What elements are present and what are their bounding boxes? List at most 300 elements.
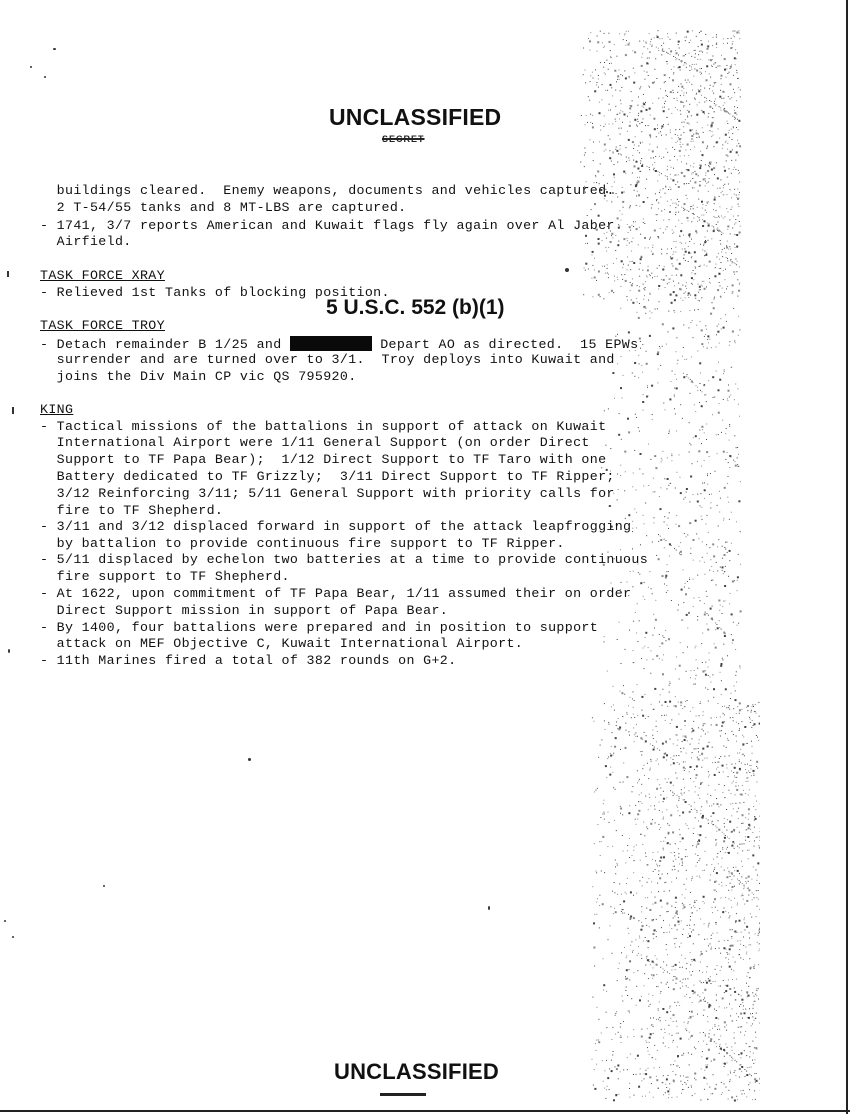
noise-dot: [643, 201, 645, 203]
noise-dot: [746, 1096, 747, 1097]
noise-dot: [616, 56, 617, 57]
noise-dot: [645, 306, 646, 307]
noise-dot: [598, 79, 599, 80]
noise-dot: [641, 1080, 642, 1081]
noise-dot: [760, 831, 761, 832]
noise-dot: [651, 251, 652, 252]
noise-dot: [726, 542, 727, 543]
noise-dot: [620, 749, 621, 750]
noise-dot: [638, 1086, 640, 1088]
noise-dot: [619, 883, 620, 884]
noise-dot: [725, 542, 726, 543]
noise-dot: [677, 929, 678, 930]
noise-dot: [687, 700, 688, 701]
noise-dot: [664, 882, 665, 883]
noise-dot: [759, 923, 760, 924]
noise-dot: [626, 582, 627, 583]
noise-dot: [620, 90, 621, 91]
noise-dot: [610, 50, 611, 51]
noise-dot: [649, 335, 651, 337]
noise-dot: [632, 100, 633, 101]
noise-dot: [696, 866, 697, 867]
noise-dot: [671, 167, 672, 168]
noise-dot: [596, 280, 597, 281]
noise-dot: [703, 346, 704, 347]
noise-dot: [675, 107, 676, 108]
noise-dot: [637, 715, 638, 716]
noise-dot: [621, 260, 623, 262]
continuation-line: Airfield.: [40, 234, 132, 249]
noise-dot: [626, 157, 627, 158]
noise-dot: [597, 82, 598, 83]
noise-dot: [712, 762, 713, 763]
noise-dot: [724, 1051, 725, 1052]
noise-dot: [646, 735, 647, 736]
noise-dot: [756, 916, 757, 917]
noise-dot: [695, 171, 696, 172]
noise-dot: [660, 827, 661, 828]
noise-dot: [660, 857, 662, 859]
noise-dot: [713, 167, 715, 169]
noise-dot: [752, 720, 753, 721]
noise-dot: [649, 33, 650, 34]
noise-dot: [700, 981, 701, 982]
noise-dot: [729, 424, 730, 425]
noise-dot: [674, 149, 675, 150]
noise-dot: [595, 176, 596, 177]
noise-dot: [585, 270, 586, 271]
noise-dot: [604, 116, 605, 117]
noise-dot: [647, 864, 648, 865]
noise-dot: [731, 907, 732, 908]
noise-dot: [700, 72, 701, 73]
noise-dot: [690, 1016, 692, 1018]
noise-dot: [713, 307, 715, 309]
noise-dot: [712, 824, 713, 825]
noise-dot: [683, 1053, 684, 1054]
noise-dot: [672, 966, 673, 967]
noise-dot: [716, 995, 717, 996]
noise-dot: [609, 1068, 610, 1069]
noise-dot: [683, 93, 684, 94]
noise-dot: [618, 227, 620, 229]
noise-dot: [682, 837, 684, 839]
noise-dot: [665, 779, 666, 780]
noise-dot: [720, 567, 721, 568]
noise-dot: [698, 450, 700, 452]
noise-dot: [714, 1034, 715, 1035]
noise-dot: [726, 160, 727, 161]
noise-dot: [653, 919, 654, 920]
noise-dot: [720, 107, 721, 108]
noise-dot: [646, 109, 648, 111]
noise-dot: [667, 823, 668, 824]
noise-dot: [683, 1055, 684, 1056]
noise-dot: [736, 1061, 737, 1062]
noise-dot: [718, 324, 719, 325]
noise-dot: [647, 269, 649, 271]
noise-dot: [686, 968, 687, 969]
noise-dot: [743, 823, 744, 824]
noise-dot: [648, 247, 649, 248]
noise-dot: [630, 571, 631, 572]
noise-dot: [721, 1094, 722, 1095]
noise-dot: [716, 224, 717, 225]
noise-dot: [730, 66, 732, 68]
noise-dot: [615, 866, 616, 867]
noise-dot: [687, 1080, 688, 1081]
noise-dot: [750, 969, 751, 970]
noise-dot: [650, 158, 651, 159]
noise-dot: [693, 943, 694, 944]
noise-dot: [581, 115, 582, 116]
noise-dot: [746, 1043, 747, 1044]
noise-dot: [608, 135, 609, 136]
noise-dot: [728, 211, 729, 212]
noise-dot: [695, 230, 697, 232]
noise-dot: [734, 57, 736, 59]
noise-dot: [603, 126, 604, 127]
noise-dot: [712, 108, 713, 109]
noise-dot: [649, 1042, 650, 1043]
noise-dot: [690, 952, 691, 953]
noise-dot: [663, 743, 664, 744]
noise-dot: [701, 44, 703, 46]
noise-dot: [633, 707, 634, 708]
noise-dot: [723, 520, 724, 521]
noise-dot: [628, 933, 629, 934]
noise-dot: [621, 439, 622, 440]
noise-dot: [721, 680, 722, 681]
noise-dot: [595, 69, 596, 70]
noise-dot: [669, 1089, 670, 1090]
noise-dot: [656, 136, 657, 137]
noise-dot: [683, 126, 684, 127]
noise-dot: [626, 776, 628, 778]
noise-dot: [719, 772, 720, 773]
noise-dot: [709, 178, 710, 179]
noise-dot: [716, 872, 718, 874]
noise-dot: [684, 293, 685, 294]
noise-dot: [700, 166, 701, 167]
noise-dot: [685, 801, 687, 803]
noise-dot: [704, 574, 705, 575]
noise-dot: [648, 300, 649, 301]
noise-dot: [697, 812, 698, 813]
noise-dot: [643, 40, 644, 41]
noise-dot: [697, 387, 698, 388]
noise-dot: [652, 730, 653, 731]
noise-dot: [642, 106, 643, 107]
noise-dot: [642, 270, 643, 271]
noise-dot: [685, 849, 686, 850]
noise-dot: [608, 756, 609, 757]
noise-dot: [727, 225, 729, 227]
noise-dot: [717, 505, 718, 506]
noise-dot: [696, 70, 698, 72]
noise-dot: [602, 903, 604, 905]
noise-dot: [623, 782, 624, 783]
noise-dot: [598, 271, 600, 273]
noise-dot: [668, 311, 669, 312]
noise-dot: [670, 174, 671, 175]
noise-dot: [656, 741, 657, 742]
noise-dot: [717, 570, 718, 571]
noise-dot: [665, 101, 666, 102]
noise-dot: [708, 978, 709, 979]
noise-dot: [715, 757, 716, 758]
noise-dot: [634, 362, 636, 364]
noise-dot: [628, 139, 630, 141]
noise-dot: [632, 50, 633, 51]
noise-dot: [717, 230, 718, 231]
noise-dot: [641, 803, 642, 804]
noise-dot: [680, 101, 682, 103]
noise-dot: [631, 299, 632, 300]
noise-dot: [629, 243, 630, 244]
noise-dot: [716, 217, 717, 218]
noise-dot: [702, 760, 703, 761]
noise-dot: [679, 235, 680, 236]
noise-dot: [644, 523, 645, 524]
noise-dot: [734, 194, 735, 195]
noise-dot: [647, 166, 648, 167]
noise-dot: [663, 756, 665, 758]
noise-dot: [633, 571, 634, 572]
noise-dot: [632, 650, 633, 651]
noise-dot: [677, 778, 678, 779]
noise-dot: [674, 924, 676, 926]
noise-dot: [716, 141, 718, 143]
noise-dot: [683, 767, 685, 769]
noise-dot: [727, 38, 728, 39]
noise-dot: [661, 125, 663, 127]
noise-dot: [748, 795, 749, 796]
noise-dot: [713, 227, 714, 228]
noise-dot: [726, 288, 727, 289]
noise-dot: [654, 491, 655, 492]
noise-dot: [742, 844, 743, 845]
noise-dot: [681, 207, 682, 208]
noise-dot: [749, 1056, 750, 1057]
noise-dot: [734, 1032, 735, 1033]
noise-dot: [723, 38, 724, 39]
noise-dot: [719, 491, 720, 492]
noise-dot: [590, 50, 591, 51]
noise-dot: [727, 229, 728, 230]
noise-dot: [747, 888, 748, 889]
noise-dot: [646, 1042, 647, 1043]
noise-dot: [638, 801, 639, 802]
noise-dot: [748, 770, 749, 771]
noise-dot: [670, 1018, 671, 1019]
noise-dot: [630, 917, 632, 919]
noise-dot: [688, 1039, 689, 1040]
noise-dot: [754, 1090, 755, 1091]
section-heading-king: KING: [40, 402, 74, 417]
noise-dot: [684, 62, 685, 63]
noise-dot: [640, 1074, 641, 1075]
noise-dot: [604, 266, 605, 267]
noise-dot: [644, 223, 645, 224]
noise-dot: [682, 249, 683, 250]
noise-dot: [709, 163, 711, 165]
noise-dot: [688, 261, 689, 262]
noise-dot: [588, 38, 589, 39]
noise-dot: [699, 858, 700, 859]
noise-dot: [663, 849, 664, 850]
noise-dot: [723, 233, 724, 234]
noise-dot: [645, 503, 646, 504]
noise-dot: [705, 1035, 706, 1036]
noise-dot: [651, 1083, 652, 1084]
noise-dot: [715, 105, 716, 106]
noise-dot: [736, 713, 737, 714]
noise-dot: [691, 806, 692, 807]
noise-dot: [677, 472, 678, 473]
noise-dot: [633, 972, 634, 973]
noise-dot: [659, 701, 660, 702]
noise-dot: [637, 119, 638, 120]
noise-dot: [733, 308, 734, 309]
noise-dot: [698, 934, 699, 935]
noise-dot: [660, 915, 661, 916]
noise-dot: [671, 302, 673, 304]
noise-dot: [653, 738, 654, 739]
noise-dot: [734, 271, 735, 272]
noise-dot: [733, 272, 734, 273]
noise-dot: [684, 254, 685, 255]
noise-dot: [734, 775, 735, 776]
noise-dot: [610, 925, 611, 926]
noise-dot: [751, 917, 752, 918]
noise-dot: [663, 1075, 664, 1076]
noise-dot: [656, 35, 657, 36]
noise-dot: [679, 924, 680, 925]
noise-dot: [631, 251, 632, 252]
noise-dot: [676, 524, 677, 525]
noise-dot: [747, 710, 748, 711]
noise-dot: [676, 878, 677, 879]
noise-dot: [664, 209, 665, 210]
noise-dot: [638, 427, 639, 428]
noise-dot: [748, 1084, 749, 1085]
noise-dot: [660, 348, 661, 349]
noise-dot: [616, 81, 617, 82]
noise-dot: [727, 156, 728, 157]
noise-dot: [712, 674, 713, 675]
noise-dot: [740, 1013, 742, 1015]
noise-dot: [722, 249, 723, 250]
noise-dot: [739, 752, 740, 753]
noise-dot: [753, 894, 754, 895]
noise-dot: [704, 102, 705, 103]
noise-dot: [720, 717, 721, 718]
noise-dot: [619, 622, 620, 623]
noise-dot: [625, 723, 626, 724]
noise-dot: [684, 359, 685, 360]
noise-dot: [733, 957, 734, 958]
noise-dot: [664, 74, 666, 76]
noise-dot: [734, 399, 735, 400]
noise-dot: [659, 346, 660, 347]
noise-dot: [666, 344, 667, 345]
noise-dot: [684, 248, 685, 249]
noise-dot: [734, 110, 735, 111]
noise-dot: [626, 957, 627, 958]
noise-dot: [639, 152, 640, 153]
noise-dot: [675, 696, 676, 697]
noise-dot: [695, 902, 696, 903]
noise-dot: [737, 879, 738, 880]
noise-dot: [663, 1094, 664, 1095]
noise-dot: [677, 734, 678, 735]
noise-dot: [674, 793, 675, 794]
noise-dot: [656, 655, 658, 657]
noise-dot: [679, 665, 681, 667]
noise-dot: [640, 160, 641, 161]
noise-dot: [691, 1011, 693, 1013]
noise-dot: [699, 788, 700, 789]
noise-dot: [648, 1051, 649, 1052]
noise-dot: [678, 525, 680, 527]
noise-dot: [695, 678, 696, 679]
noise-dot: [738, 623, 739, 624]
noise-dot: [708, 1006, 710, 1008]
noise-dot: [668, 109, 669, 110]
noise-dot: [662, 346, 663, 347]
noise-dot: [720, 1035, 721, 1036]
noise-dot: [643, 288, 644, 289]
noise-dot: [747, 764, 748, 765]
noise-dot: [738, 194, 739, 195]
noise-dot: [736, 271, 737, 272]
noise-dot: [605, 74, 606, 75]
noise-dot: [751, 741, 752, 742]
noise-dot: [680, 477, 681, 478]
noise-dot: [713, 697, 714, 698]
noise-dot: [672, 203, 673, 204]
noise-dot: [652, 164, 653, 165]
noise-dot: [612, 772, 613, 773]
noise-dot: [708, 1021, 709, 1022]
noise-dot: [724, 108, 725, 109]
noise-dot: [604, 410, 605, 411]
noise-dot: [627, 1069, 628, 1070]
noise-dot: [630, 1054, 631, 1055]
noise-dot: [630, 205, 631, 206]
noise-dot: [651, 974, 652, 975]
noise-dot: [676, 983, 677, 984]
noise-dot: [695, 646, 696, 647]
noise-dot: [647, 882, 648, 883]
noise-dot: [658, 369, 659, 370]
troy-line-end: Depart AO as directed. 15 EPWs: [371, 337, 639, 352]
noise-dot: [647, 763, 648, 764]
noise-dot: [674, 1002, 675, 1003]
noise-dot: [735, 263, 736, 264]
noise-dot: [752, 992, 753, 993]
noise-dot: [690, 253, 691, 254]
noise-dot: [702, 429, 703, 430]
noise-dot: [715, 267, 716, 268]
noise-dot: [701, 329, 703, 331]
noise-dot: [705, 325, 706, 326]
noise-dot: [742, 814, 744, 816]
noise-dot: [691, 272, 692, 273]
noise-dot: [633, 850, 634, 851]
noise-dot: [698, 292, 699, 293]
